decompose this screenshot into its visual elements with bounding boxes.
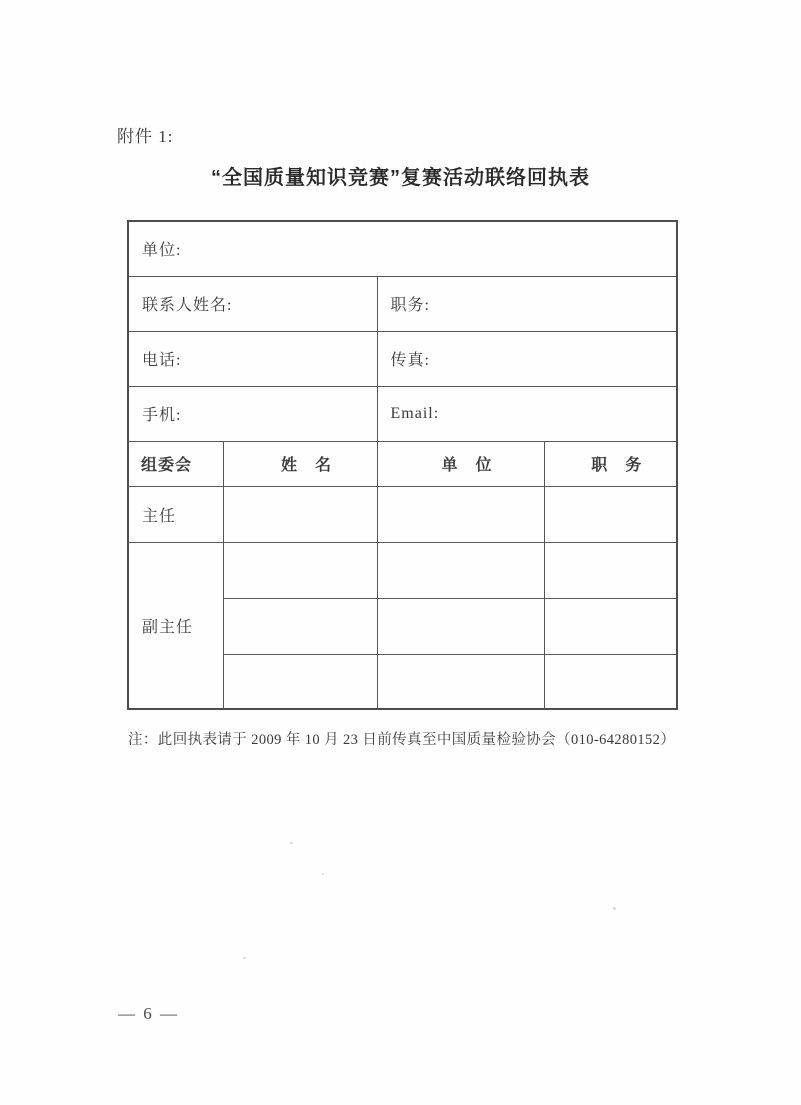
name-header-cell: 姓 名 (223, 441, 377, 486)
scan-speck (322, 873, 324, 875)
committee-header-cell: 组委会 (128, 441, 223, 486)
email-label: Email: (390, 404, 440, 422)
empty-cell-deputy1-position (544, 542, 677, 598)
empty-cell-deputy3-unit (377, 654, 544, 709)
mobile-field-cell (128, 386, 377, 441)
empty-cell-deputy1-name (223, 542, 377, 598)
page-number: — 6 — (118, 1004, 179, 1023)
deputy-director-label-cell: 副主任 (128, 542, 223, 709)
table-row-phone (128, 331, 677, 386)
fax-field-cell (377, 331, 677, 386)
contact-name-field-cell (128, 276, 377, 331)
empty-cell-director-position (544, 486, 677, 542)
deputy-director-row-1 (128, 542, 677, 598)
attachment-label: 附件 1: (117, 127, 174, 146)
empty-cell-director-name (223, 486, 377, 542)
empty-cell-director-unit (377, 486, 544, 542)
phone-field-cell (128, 331, 377, 386)
mobile-label: 手机: (142, 407, 182, 424)
empty-cell-deputy2-name (223, 598, 377, 654)
table-row-mobile (128, 386, 677, 441)
empty-cell-deputy1-unit (377, 542, 544, 598)
empty-cell-deputy2-unit (377, 598, 544, 654)
empty-cell-deputy2-position (544, 598, 677, 654)
page-title: “全国质量知识竞赛”复赛活动联络回执表 (211, 167, 590, 189)
unit-header-cell: 单 位 (377, 441, 544, 486)
scan-speck (613, 907, 616, 910)
director-label-cell: 主任 (128, 486, 223, 542)
footer-note: 注：此回执表请于 2009 年 10 月 23 日前传真至中国质量检验协会（010-64280152） (128, 732, 676, 748)
unit-field-cell (128, 221, 677, 276)
committee-header-row (128, 441, 677, 486)
position-label: 职务: (390, 297, 430, 314)
phone-label: 电话: (142, 352, 182, 369)
email-field-cell (377, 386, 677, 441)
table-row-unit (128, 221, 677, 276)
position-field-cell (377, 276, 677, 331)
empty-cell-deputy3-position (544, 654, 677, 709)
unit-label: 单位: (142, 242, 182, 260)
director-row (128, 486, 677, 542)
position-header-cell: 职 务 (544, 441, 677, 486)
contact-name-label: 联系人姓名: (142, 297, 233, 314)
empty-cell-deputy3-name (223, 654, 377, 709)
table-row-contact (128, 276, 677, 331)
scan-speck (243, 957, 246, 959)
reply-form-table (127, 220, 678, 710)
scan-speck (290, 842, 293, 844)
fax-label: 传真: (390, 352, 430, 369)
